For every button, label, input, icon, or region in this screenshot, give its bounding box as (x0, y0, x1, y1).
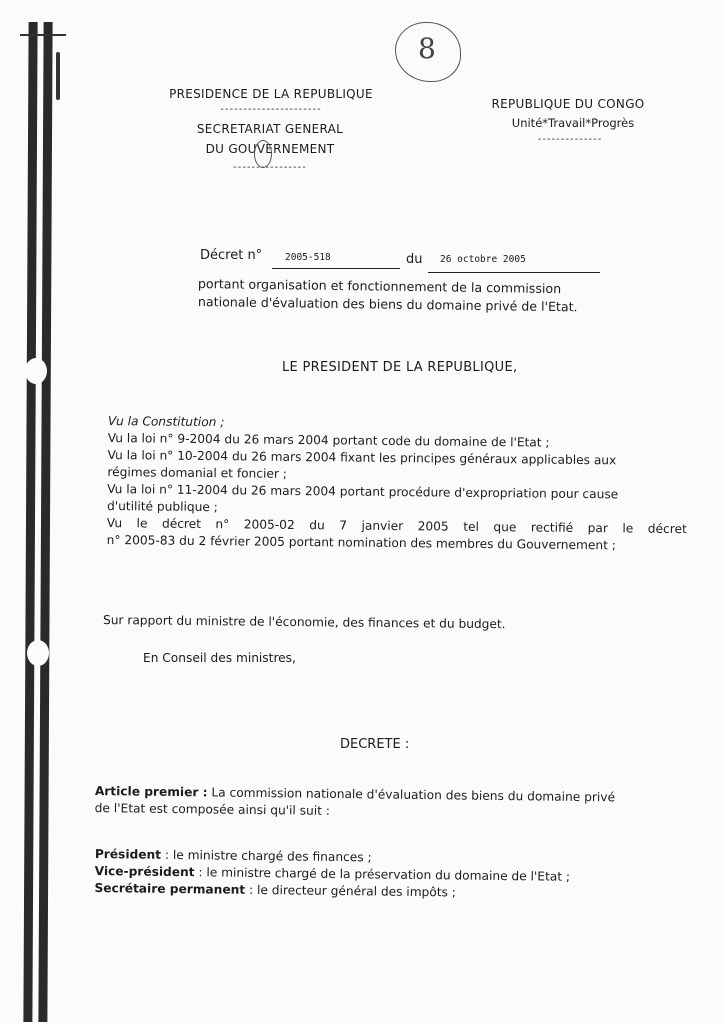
handwritten-number: 8 (418, 32, 436, 65)
article-premier (95, 783, 695, 824)
visa-line: Vu la loi n° 9-2004 du 26 mars 2004 portant code du domaine de l'Etat ; (107, 430, 550, 450)
binder-tab (56, 52, 60, 100)
president-heading: LE PRESIDENT DE LA REPUBLIQUE, (282, 360, 518, 375)
decrete-heading: DECRETE : (340, 737, 410, 752)
header-left-separator-2: ---------------- (233, 162, 307, 173)
binder-strip-left (23, 22, 37, 1022)
decree-label: Décret n° (200, 248, 263, 263)
header-presidence: PRESIDENCE DE LA REPUBLIQUE (169, 87, 373, 101)
visa-line: n° 2005-83 du 2 février 2005 portant nomination des membres du Gouvernement ; (106, 532, 616, 553)
header-secretariat: SECRETARIAT GENERAL (196, 122, 344, 136)
decree-number-underline (272, 268, 400, 269)
header-motto: Unité*Travail*Progrès (511, 116, 635, 130)
decree-number: 2005-518 (285, 252, 331, 263)
decree-title-line1: portant organisation et fonctionnement de la commission (197, 276, 562, 297)
article-text-2: de l'Etat est composée ainsi qu'il suit : (94, 800, 331, 818)
header-republique-congo: REPUBLIQUE DU CONGO (491, 97, 645, 111)
decree-du: du (406, 252, 423, 267)
article-label: Article premier : (94, 783, 208, 800)
member-item: Vice-président : le ministre chargé de la préservation du domaine de l'Etat ; (94, 863, 571, 884)
visa-line: Vu la Constitution ; (107, 413, 225, 430)
binder-clip (20, 34, 66, 36)
visa-line: d'utilité publique ; (106, 498, 218, 515)
punch-hole-bottom (27, 640, 49, 666)
decree-date-underline (428, 272, 600, 273)
article-text: La commission nationale d'évaluation des biens du domaine privé (207, 785, 616, 805)
visa-line: régimes domanial et foncier ; (107, 464, 287, 481)
visa-line: Vu la loi n° 11-2004 du 26 mars 2004 portant procédure d'expropriation pour cause (107, 481, 619, 502)
conseil-line: En Conseil des ministres, (143, 651, 296, 665)
visas-block (107, 413, 688, 555)
member-item: Président : le ministre chargé des finances ; (94, 846, 372, 865)
rapport-line: Sur rapport du ministre de l'économie, des finances et du budget. (102, 613, 506, 632)
binder-strip-right (38, 22, 52, 1022)
decree-date: 26 octobre 2005 (440, 254, 526, 265)
punch-hole-top (25, 358, 47, 384)
visa-line: Vu le décret n° 2005-02 du 7 janvier 2005 tel que rectifié par le décret (106, 515, 687, 537)
decree-title-line2: nationale d'évaluation des biens du domaine privé de l'Etat. (197, 294, 578, 315)
visa-line: Vu la loi n° 10-2004 du 26 mars 2004 fixant les principes généraux applicables aux (107, 447, 617, 468)
member-item: Secrétaire permanent : le directeur général des impôts ; (94, 880, 456, 900)
members-list (94, 846, 695, 904)
header-gouvernement: DU GOUVERNEMENT (205, 142, 335, 156)
header-left-separator: ---------------------- (220, 104, 322, 115)
header-right-separator: -------------- (537, 134, 603, 145)
